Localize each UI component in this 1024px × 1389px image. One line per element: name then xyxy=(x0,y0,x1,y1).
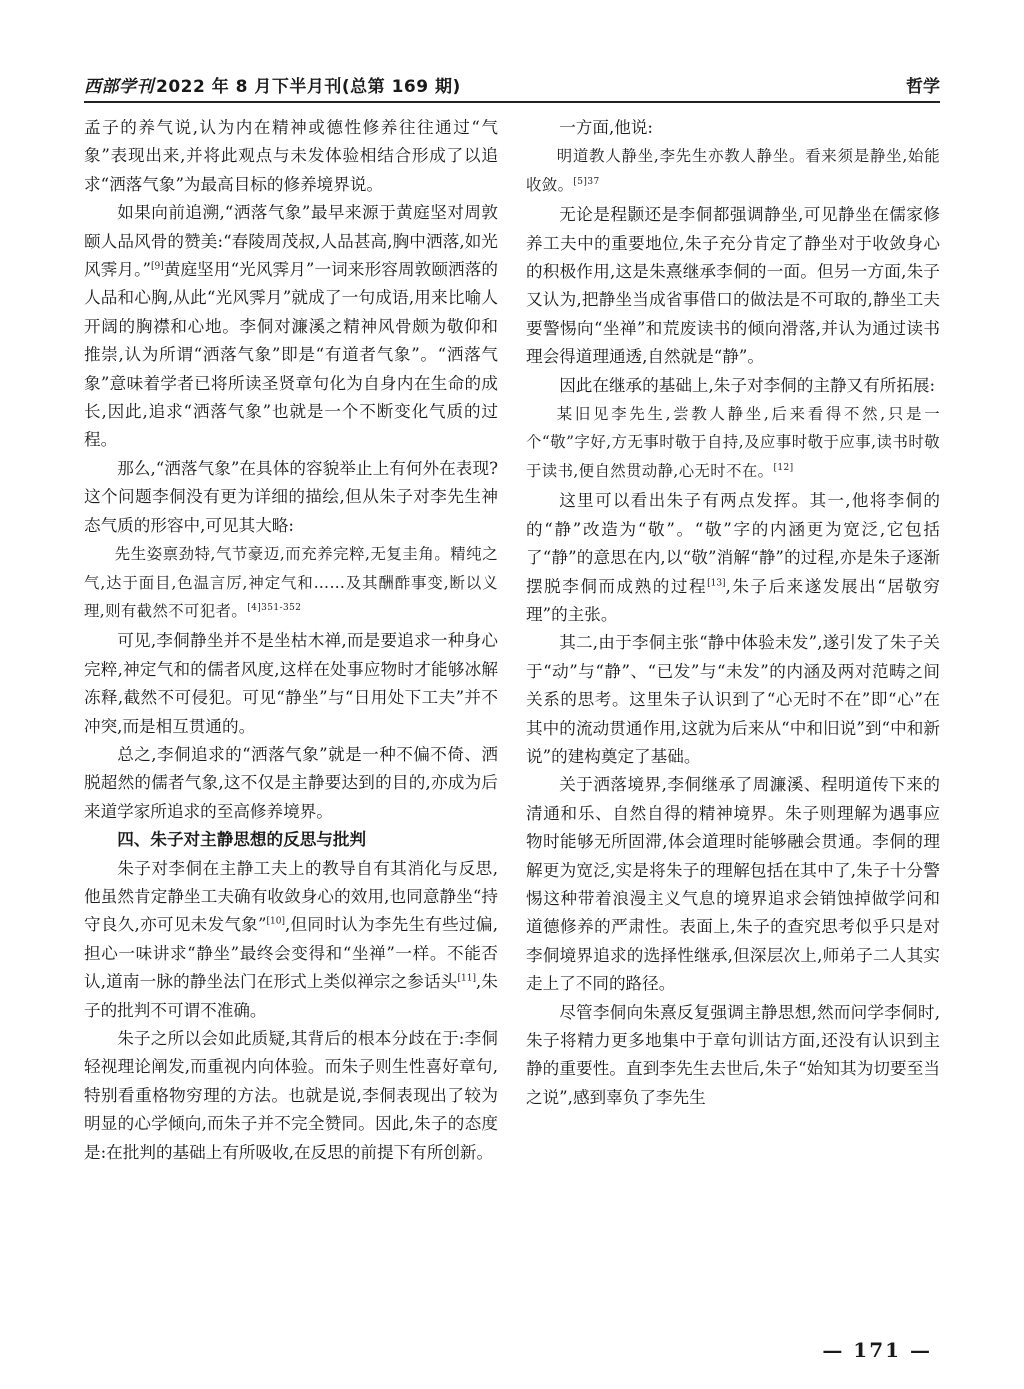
issue-info: 2022 年 8 月下半月刊(总第 169 期) xyxy=(156,77,461,97)
citation: [4]351-352 xyxy=(247,602,302,613)
right-column xyxy=(526,114,940,1112)
section-label: 哲学 xyxy=(906,77,940,97)
citation: [9] xyxy=(150,261,164,272)
citation: [12] xyxy=(773,462,794,473)
paragraph: 一方面,他说: xyxy=(559,118,654,137)
paragraph: 关于洒落境界,李侗继承了周濂溪、程明道传下来的清通和乐、自然自得的精神境界。朱子则理解为遇事应物时能够无所固滞,体会道理时能够融会贯通。李侗的理解更为宽泛,实是将朱子的理解包括在其中了,朱子十分警惕这种带着浪漫主义气息的境界追求会销蚀掉做学问和道德修养的严肃性。表面上,朱子的查究思考似乎只是对李侗境界追求的选择性继承,但深层次上,师弟子二人其实走上了不同的路径。 xyxy=(526,775,940,994)
citation: [5]37 xyxy=(573,176,600,187)
paragraph: 这里可以看出朱子有两点发挥。其一,他将李侗的的“静”改造为“敬”。“敬”字的内涵更为宽泛,它包括了“静”的意思在内,以“敬”消解“静”的过程,亦是朱子逐渐摆脱李侗而成熟的过程[13],朱子后来遂发展出“居敬穷理”的主张。 xyxy=(526,491,941,624)
block-quote: 明道教人静坐,李先生亦教人静坐。看来须是静坐,始能收敛。$^{[5]37}$ xyxy=(526,147,940,194)
citation: [13] xyxy=(707,577,726,588)
paragraph: 总之,李侗追求的“洒落气象”就是一种不偏不倚、洒脱超然的儒者气象,这不仅是主静要达到的目的,亦成为后来道学家所追求的至高修养境界。 xyxy=(84,744,498,821)
paragraph: 其二,由于李侗主张“静中体验未发”,遂引发了朱子关于“动”与“静”、“已发”与“未发”的内涵及两对范畴之间关系的思考。这里朱子认识到了“心无时不在”即“心”在其中的流动贯通作用,这就为后来从“中和旧说”到“中和新说”的建构奠定了基础。 xyxy=(526,633,940,766)
block-quote: 某旧见李先生,尝教人静坐,后来看得不然,只是一个“敬”字好,方无事时敬于自持,及应事时敬于应事,读书时敬于读书,便自然贯动静,心无时不在。[12] xyxy=(526,405,940,480)
left-column xyxy=(84,114,498,1167)
block-quote: 先生姿禀劲特,气节豪迈,而充养完粹,无复圭角。精纯之气,达于面目,色温言厉,神定气和……及其酬酢事变,断以义理,则有截然不可犯者。$^{[4]351-352}$ xyxy=(84,545,498,620)
paragraph: 朱子之所以会如此质疑,其背后的根本分歧在于:李侗轻视理论阐发,而重视内向体验。而朱子则生性喜好章句,特别看重格物穷理的方法。也就是说,李侗表现出了较为明显的心学倾向,而朱子并不完全赞同。因此,朱子的态度是:在批判的基础上有所吸收,在反思的前提下有所创新。 xyxy=(84,1029,498,1162)
paragraph: 无论是程颢还是李侗都强调静坐,可见静坐在儒家修养工夫中的重要地位,朱子充分肯定了静坐对于收敛身心的积极作用,这是朱熹继承李侗的一面。但另一方面,朱子又认为,把静坐当成省事借口的做法是不可取的,静坐工夫要警惕向“坐禅”和荒废读书的倾向滑落,并认为通过读书理会得道理通透,自然就是“静”。 xyxy=(526,205,940,367)
journal-logo: 西部学刊 xyxy=(84,77,154,97)
paragraph: 因此在继承的基础上,朱子对李侗的主静又有所拓展: xyxy=(559,375,936,395)
running-header xyxy=(84,66,940,102)
paragraph: 那么,“洒落气象”在具体的容貌举止上有何外在表现? 这个问题李侗没有更为详细的描绘,但从朱子对李先生神态气质的形容中,可见其大略: xyxy=(84,458,498,535)
header-journal-issue xyxy=(84,72,461,97)
citation: [11] xyxy=(457,973,476,984)
paragraph: 尽管李侗向朱熹反复强调主静思想,然而问学李侗时,朱子将精力更多地集中于章句训诂方面,还没有认识到主静的重要性。直到李先生去世后,朱子“始知其为切要至当之说”,感到辜负了李先生 xyxy=(526,1002,940,1107)
paragraph: 如果向前追溯,“洒落气象”最早来源于黄庭坚对周敦颐人品风骨的赞美:“春陵周茂叔,人品甚高,胸中洒落,如光风霁月。”[9]黄庭坚用“光风霁月”一词来形容周敦颐洒落的人品和心胸,从此“光风霁月”就成了一句成语,用来比喻人开阔的胸襟和心地。李侗对濂溪之精神风骨颇为敬仰和推崇,认为所谓“洒落气象”即是“有道者气象”。“洒落气象”意味着学者已将所读圣贤章句化为自身内在生命的成长,因此,追求“洒落气象”也就是一个不断变化气质的过程。 xyxy=(84,203,498,450)
section-heading: 四、朱子对主静思想的反思与批判 xyxy=(117,830,367,850)
paragraph: 朱子对李侗在主静工夫上的教导自有其消化与反思,他虽然肯定静坐工夫确有收敛身心的效用,也同意静坐“持守良久,亦可见未发气象”[10],但同时认为李先生有些过偏,担心一味讲求“静坐”最终会变得和“坐禅”一样。不能否认,道南一脉的静坐法门在形式上类似禅宗之参话头[11],朱子的批判不可谓不准确。 xyxy=(84,858,498,1020)
citation: [10] xyxy=(266,916,285,927)
page-number: — 171 — xyxy=(822,1338,932,1362)
paragraph: 孟子的养气说,认为内在精神或德性修养往往通过“气象”表现出来,并将此观点与未发体验相结合形成了以追求“洒落气象”为最高目标的修养境界说。 xyxy=(84,118,498,194)
header-rule xyxy=(84,101,940,103)
paragraph: 可见,李侗静坐并不是坐枯木禅,而是要追求一种身心完粹,神定气和的儒者风度,这样在处事应物时才能够冰解冻释,截然不可侵犯。可见“静坐”与“日用处下工夫”并不冲突,而是相互贯通的。 xyxy=(84,631,498,736)
